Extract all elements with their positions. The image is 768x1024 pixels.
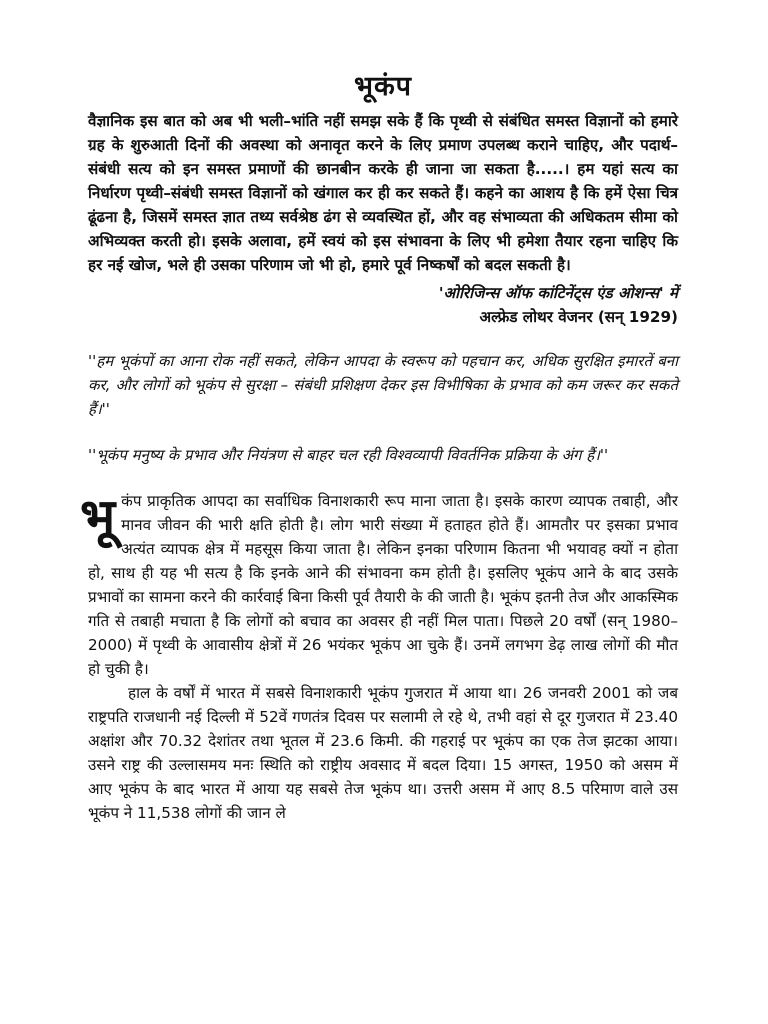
quote-2: ''भूकंप मनुष्य के प्रभाव और नियंत्रण से बाहर चल रही विश्वव्यापी विवर्तनिक प्रक्रिया के अंग हैं।'': [88, 446, 609, 464]
body-paragraph-1: [80, 488, 678, 681]
quote-1: ''हम भूकंपों का आना रोक नहीं सकते, लेकिन आपदा के स्वरूप को पहचान कर, अधिक सुरक्षित इमारतें बना कर, और लोगों को भूकंप से सुरक्षा – संबंधी प्रशिक्षण देकर इस विभीषिका के प्रभाव को कम जरूर कर सकते हैं।'': [88, 352, 678, 418]
epigraph-attribution: [88, 281, 678, 329]
attribution-author: अल्फ्रेड लोथर वेजनर (सन् 1929): [479, 308, 678, 326]
attribution-work: 'ओरिजिन्स ऑफ कांटिनेंट्स एंड ओशन्स' में: [438, 284, 678, 302]
drop-cap: भू: [80, 488, 116, 546]
epigraph-text: वैज्ञानिक इस बात को अब भी भली–भांति नहीं समझ सके हैं कि पृथ्वी से संबंधित समस्त विज्ञानों को हमारे ग्रह के शुरुआती दिनों की अवस्था को अनावृत करने के लिए प्रमाण उपलब्ध कराने चाहिए, और पदार्थ–संबंधी सत्य को इन समस्त प्रमाणों की छानबीन करके ही जाना जा सकता है.....। हम यहां सत्य का निर्धारण पृथ्वी–संबंधी समस्त विज्ञानों को खंगाल कर ही कर सकते हैं। कहने का आशय है कि हमें ऐसा चित्र ढूंढना है, जिसमें समस्त ज्ञात तथ्य सर्वश्रेष्ठ ढंग से व्यवस्थित हों, और वह संभाव्यता की अधिकतम सीमा को अभिव्यक्त करती हो। इसके अलावा, हमें स्वयं को इस संभावना के लिए भी हमेशा तैयार रहना चाहिए कि हर नई खोज, भले ही उसका परिणाम जो भी हो, हमारे पूर्व निष्कर्षों को बदल सकती है।: [88, 112, 678, 274]
body-paragraph-2: हाल के वर्षों में भारत में सबसे विनाशकारी भूकंप गुजरात में आया था। 26 जनवरी 2001 को जब राष्ट्रपति राजधानी नई दिल्ली में 52वें गणतंत्र दिवस पर सलामी ले रहे थे, तभी वहां से दूर गुजरात में 23.40 अक्षांश और 70.32 देशांतर तथा भूतल में 23.6 किमी. की गहराई पर भूकंप का एक तेज झटका आया। उसने राष्ट्र की उल्लासमय मनः स्थिति को राष्ट्रीय अवसाद में बदल दिया। 15 अगस्त, 1950 को असम में आए भूकंप के बाद भारत में आया यह सबसे तेज भूकंप था। उत्तरी असम में आए 8.5 परिमाण वाले उस भूकंप ने 11,538 लोगों की जान ले: [88, 684, 678, 822]
page-title: भूकंप: [353, 71, 413, 102]
body-paragraph-1-text: कंप प्राकृतिक आपदा का सर्वाधिक विनाशकारी रूप माना जाता है। इसके कारण व्यापक तबाही, और मानव जीवन की भारी क्षति होती है। लोग भारी संख्या में हताहत होते हैं। आमतौर पर इसका प्रभाव अत्यंत व्यापक क्षेत्र में महसूस किया जाता है। लेकिन इनका परिणाम कितना भी भयावह क्यों न होता हो, साथ ही यह भी सत्य है कि इनके आने की संभावना कम होती है। इसलिए भूकंप आने के बाद उसके प्रभावों का सामना करने की कार्रवाई बिना किसी पूर्व तैयारी के की जाती है। भूकंप इतनी तेज और आकस्मिक गति से तबाही मचाता है कि लोगों को बचाव का अवसर ही नहीं मिल पाता। पिछले 20 वर्षों (सन् 1980–2000) में पृथ्वी के आवासीय क्षेत्रों में 26 भयंकर भूकंप आ चुके हैं। उनमें लगभग डेढ़ लाख लोगों की मौत हो चुकी है।: [88, 492, 678, 678]
